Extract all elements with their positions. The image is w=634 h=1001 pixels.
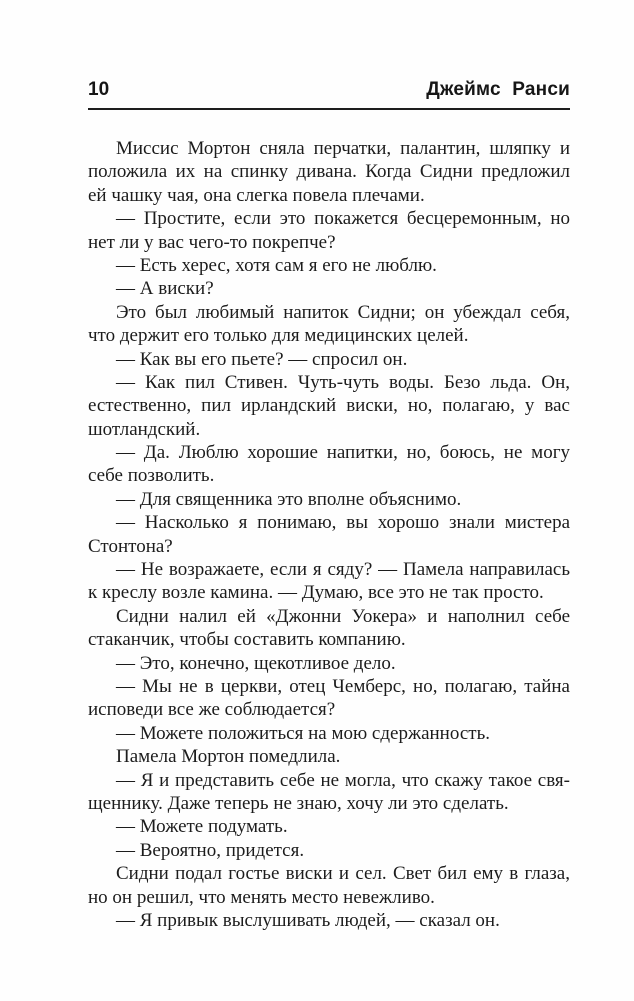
text-line: — Как вы его пьете? — спросил он.	[116, 348, 408, 370]
text-line: — Я и представить себе не могла, что скажу такое свя-	[116, 769, 570, 791]
text-line: шотландский.	[88, 418, 201, 440]
text-line: — Как пил Стивен. Чуть-чуть воды. Безо льда. Он,	[116, 371, 570, 393]
text-line: — А виски?	[116, 278, 214, 300]
text-line: исповеди все же соблюдается?	[88, 699, 336, 721]
text-line: к креслу возле камина. — Думаю, все это не так просто.	[88, 582, 544, 604]
text-line: но он решил, что менять место невежливо.	[88, 886, 435, 908]
text-line: — Есть херес, хотя сам я его не люблю.	[116, 254, 437, 276]
text-line: положила их на спинку дивана. Когда Сидни предложил	[88, 161, 570, 183]
text-line: что держит его только для медицинских целей.	[88, 325, 469, 347]
text-line: — Не возражаете, если я сяду? — Памела направилась	[116, 559, 570, 581]
text-line: естественно, пил ирландский виски, но, полагаю, у вас	[88, 395, 570, 417]
text-line: стаканчик, чтобы составить компанию.	[88, 629, 406, 651]
text-line: себе позволить.	[88, 465, 215, 487]
text-line: Сидни подал гостье виски и сел. Свет бил ему в глаза,	[116, 863, 570, 885]
text-line: ей чашку чая, она слегка повела плечами.	[88, 184, 425, 206]
text-line: Стонтона?	[88, 535, 173, 557]
text-line: — Вероятно, придется.	[116, 839, 305, 861]
text-line: — Да. Люблю хорошие напитки, но, боюсь, не могу	[116, 442, 570, 464]
text-line: щеннику. Даже теперь не знаю, хочу ли это сделать.	[88, 792, 509, 814]
running-head	[88, 80, 570, 110]
text-line: — Простите, если это покажется бесцеремонным, но	[116, 208, 570, 230]
text-line: — Насколько я понимаю, вы хорошо знали мистера	[116, 512, 570, 534]
text-line: Это был любимый напиток Сидни; он убеждал себя,	[116, 301, 570, 323]
page-number: 10	[88, 79, 110, 100]
text-line: — Мы не в церкви, отец Чемберс, но, полагаю, тайна	[116, 675, 570, 697]
text-line: — Можете подумать.	[116, 816, 288, 838]
text-line: Сидни налил ей «Джонни Уокера» и наполнил себе	[116, 605, 570, 627]
text-line: — Можете положиться на мою сдержанность.	[116, 722, 490, 744]
text-line: нет ли у вас чего-то покрепче?	[88, 231, 336, 253]
text-line: Памела Мортон помедлила.	[116, 746, 341, 768]
page-content	[88, 80, 570, 932]
text-line: — Это, конечно, щекотливое дело.	[116, 652, 396, 674]
author-header: Джеймс Ранси	[426, 79, 570, 100]
text-line: — Для священника это вполне объяснимо.	[116, 488, 462, 510]
text-line: — Я привык выслушивать людей, — сказал он.	[116, 909, 500, 931]
text-line: Миссис Мортон сняла перчатки, палантин, шляпку и	[116, 138, 570, 159]
page-body	[88, 137, 570, 932]
